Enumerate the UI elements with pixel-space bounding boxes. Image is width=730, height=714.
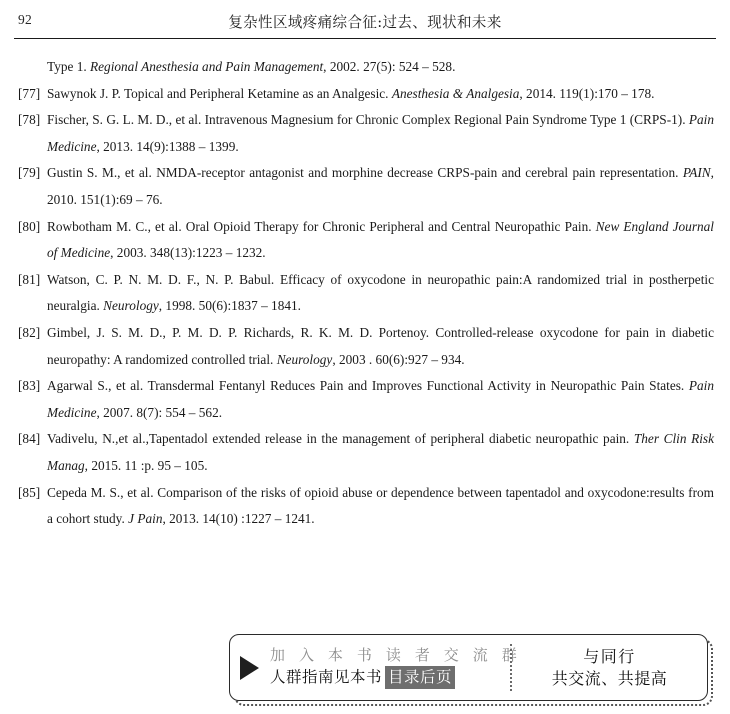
play-triangle-icon (240, 656, 259, 680)
reference-text: Agarwal S., et al. Transdermal Fentanyl Reduces Pain and Improves Functional Activity in Neuropathic Pain States. Pain Medicine, 2007. 8(7): 554 – 562. (47, 378, 714, 420)
reference-text: Type 1. Regional Anesthesia and Pain Management, 2002. 27(5): 524 – 528. (47, 59, 456, 74)
promo-left-section (230, 645, 522, 689)
reference-text: Gimbel, J. S. M. D., P. M. D. P. Richards, R. K. M. D. Portenoy. Controlled-release oxycodone for pain in diabetic neuropathy: A randomized controlled trial. Neurology, 2003 . 60(6):927 – 934. (47, 324, 714, 367)
promo-right-section (512, 646, 707, 688)
reference-number: [81] (18, 271, 41, 287)
reference-number: [80] (18, 218, 41, 234)
promo-peers-label: 与同行 (583, 647, 636, 667)
reference-number: [83] (18, 378, 41, 394)
promo-join-group-label: 加 入 本 书 读 者 交 流 群 (270, 645, 522, 664)
promo-toc-highlight: 目录后页 (385, 666, 455, 689)
reference-number: [79] (18, 165, 41, 181)
reference-text: Gustin S. M., et al. NMDA-receptor antagonist and morphine decrease CRPS-pain and cerebral pain representation. PAIN, 2010. 151(1):69 – 76. (47, 165, 714, 207)
reference-text: Cepeda M. S., et al. Comparison of the risks of opioid abuse or dependence between tapentadol and oxycodone:results from a cohort study. J Pain, 2013. 14(10) :1227 – 1241. (47, 484, 714, 527)
promo-exchange-label: 共交流、共提高 (551, 668, 668, 688)
reference-entry (18, 107, 714, 160)
promo-box[interactable] (229, 634, 708, 701)
reference-text: Rowbotham M. C., et al. Oral Opioid Therapy for Chronic Peripheral and Central Neuropathic Pain. New England Journal of Medicine, 2003. 348(13):1223 – 1232. (47, 218, 714, 261)
reference-entry (18, 214, 714, 267)
reference-entry (18, 373, 714, 426)
reference-entry (18, 267, 714, 320)
promo-text-lines (270, 646, 521, 689)
reference-entry (18, 320, 714, 373)
reference-number: [78] (18, 112, 41, 128)
promo-guide-line (270, 666, 521, 689)
reference-text: Vadivelu, N.,et al.,Tapentadol extended release in the management of peripheral diabetic neuropathic pain. Ther Clin Risk Manag, 2015. 11 :p. 95 – 105. (47, 431, 715, 473)
reference-text: Watson, C. P. N. M. D. F., N. P. Babul. Efficacy of oxycodone in neuropathic pain:A randomized trial in postherpetic neuralgia. Neurology, 1998. 50(6):1837 – 1841. (47, 271, 714, 314)
reference-entry (18, 54, 714, 81)
reference-entry (18, 480, 714, 533)
promo-guide-label: 人群指南见本书 (270, 668, 383, 687)
reference-number: [82] (18, 324, 41, 340)
reference-text: Sawynok J. P. Topical and Peripheral Ketamine as an Analgesic. Anesthesia & Analgesia, 2014. 119(1):170 – 178. (47, 85, 655, 101)
reference-number: [85] (18, 484, 41, 500)
reference-list (18, 54, 714, 533)
reference-text: Fischer, S. G. L. M. D., et al. Intravenous Magnesium for Chronic Complex Regional Pain Syndrome Type 1 (CRPS-1). Pain Medicine, 2013. 14(9):1388 – 1399. (47, 112, 714, 154)
page-header (0, 0, 730, 42)
reference-entry (18, 81, 714, 108)
reference-entry (18, 426, 714, 479)
reader-group-promo (229, 634, 715, 708)
header-rule (14, 38, 716, 39)
running-title: 复杂性区域疼痛综合征:过去、现状和未来 (228, 14, 502, 32)
reference-entry (18, 160, 714, 213)
reference-number: [84] (18, 431, 41, 447)
reference-number: [77] (18, 85, 41, 101)
page-number: 92 (18, 12, 33, 27)
